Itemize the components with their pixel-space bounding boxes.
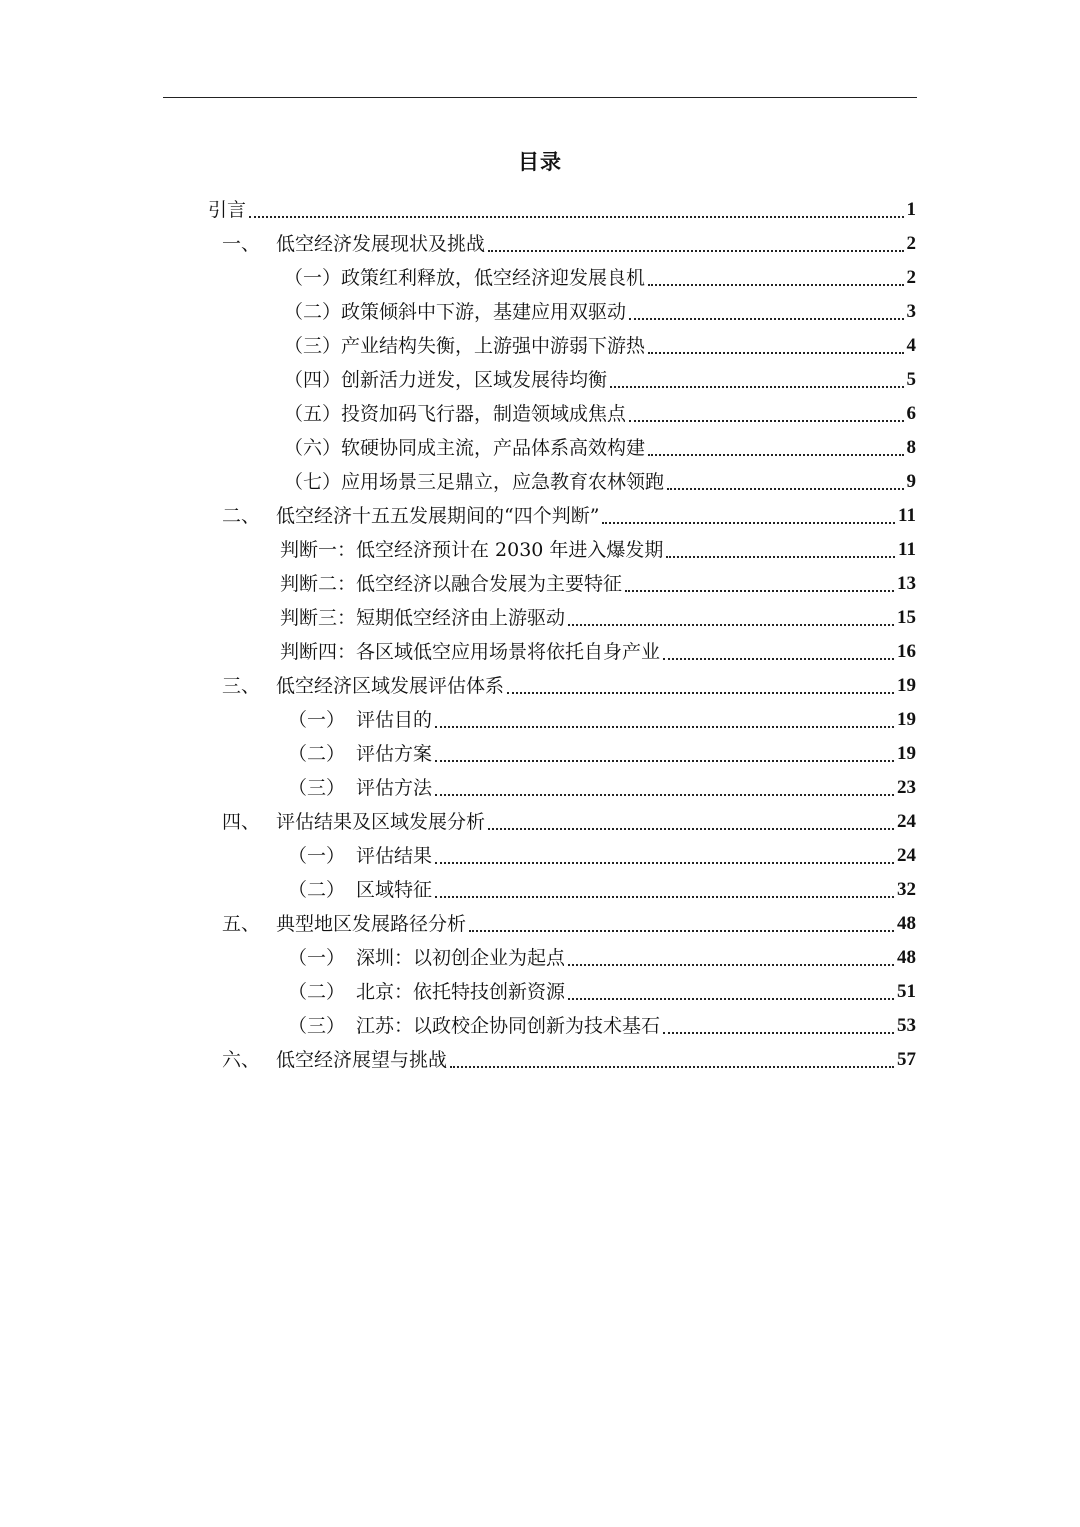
toc-entry-1-7[interactable] [284, 460, 916, 494]
toc-entry-5-1[interactable] [288, 936, 916, 970]
toc-entry-5-2[interactable] [288, 970, 916, 1004]
toc-page-number: 24 [897, 811, 916, 832]
toc-entry-number: （三） [288, 777, 346, 799]
dot-leader [469, 924, 894, 932]
dot-leader [488, 244, 903, 252]
toc-page-number: 1 [906, 199, 916, 220]
toc-entry-text: 低空经济发展现状及挑战 [276, 233, 486, 255]
dot-leader [435, 788, 894, 796]
toc-page-number: 2 [906, 233, 916, 254]
toc-page-number: 3 [906, 301, 916, 322]
toc-entry-number: （三） [288, 1015, 346, 1037]
toc-entry-2-1[interactable] [280, 528, 916, 562]
toc-entry-number: （一） [288, 845, 346, 867]
dot-leader [663, 652, 894, 660]
dot-leader [625, 584, 894, 592]
toc-entry-number: 五、 [222, 913, 261, 935]
toc-page-number: 48 [897, 947, 916, 968]
dot-leader [507, 686, 894, 694]
toc-page-number: 8 [906, 437, 916, 458]
toc-entry-3-3[interactable] [288, 766, 916, 800]
toc-entry-chapter-6[interactable] [222, 1038, 916, 1072]
dot-leader [568, 618, 894, 626]
toc-page-number: 48 [897, 913, 916, 934]
dot-leader [249, 210, 903, 218]
toc-entry-number: （一） [288, 947, 346, 969]
toc-page-number: 9 [906, 471, 916, 492]
toc-entry-number: （二） [288, 743, 346, 765]
toc-entry-text: （二）政策倾斜中下游，基建应用双驱动 [284, 301, 627, 323]
toc-entry-number: 一、 [222, 233, 261, 255]
toc-entry-3-2[interactable] [288, 732, 916, 766]
dot-leader [568, 992, 894, 1000]
toc-entry-chapter-2[interactable] [222, 494, 916, 528]
toc-page-number: 19 [897, 709, 916, 730]
toc-entry-text: 深圳：以初创企业为起点 [356, 947, 566, 969]
toc-entry-4-1[interactable] [288, 834, 916, 868]
toc-entry-text: 评估方法 [356, 777, 433, 799]
dot-leader [610, 380, 903, 388]
toc-entry-chapter-4[interactable] [222, 800, 916, 834]
toc-entry-4-2[interactable] [288, 868, 916, 902]
dot-leader [488, 822, 894, 830]
toc-entry-2-2[interactable] [280, 562, 916, 596]
toc-entry-text: 典型地区发展路径分析 [276, 913, 467, 935]
toc-entry-text: （一）政策红利释放，低空经济迎发展良机 [284, 267, 646, 289]
toc-entry-text: 评估结果 [356, 845, 433, 867]
toc-page-number: 23 [897, 777, 916, 798]
toc-entry-text: 江苏：以政校企协同创新为技术基石 [356, 1015, 661, 1037]
toc-entry-text: （六）软硬协同成主流，产品体系高效构建 [284, 437, 646, 459]
toc-entry-1-2[interactable] [284, 290, 916, 324]
dot-leader [648, 278, 903, 286]
toc-entry-1-1[interactable] [284, 256, 916, 290]
toc-page-number: 19 [897, 743, 916, 764]
toc-page-number: 19 [897, 675, 916, 696]
toc-entry-text: 判断四：各区域低空应用场景将依托自身产业 [280, 641, 661, 663]
toc-page-number: 6 [906, 403, 916, 424]
dot-leader [648, 346, 903, 354]
dot-leader [450, 1060, 894, 1068]
toc-entry-text: 引言 [208, 199, 247, 221]
toc-entry-text: （七）应用场景三足鼎立，应急教育农林领跑 [284, 471, 665, 493]
toc-page-number: 24 [897, 845, 916, 866]
toc-page-number: 11 [898, 539, 916, 560]
toc-entry-text: 低空经济展望与挑战 [276, 1049, 448, 1071]
toc-page-number: 4 [906, 335, 916, 356]
toc-page-number: 5 [906, 369, 916, 390]
toc-page-number: 2 [906, 267, 916, 288]
dot-leader [666, 550, 895, 558]
dot-leader [568, 958, 894, 966]
toc-entry-text: 低空经济十五五发展期间的“四个判断” [276, 505, 600, 527]
toc-entry-number: 二、 [222, 505, 261, 527]
toc-entry-text: （四）创新活力迸发，区域发展待均衡 [284, 369, 608, 391]
dot-leader [602, 516, 895, 524]
toc-page-number: 32 [897, 879, 916, 900]
toc-entry-text: 评估结果及区域发展分析 [276, 811, 486, 833]
toc-entry-number: 三、 [222, 675, 261, 697]
toc-entry-chapter-3[interactable] [222, 664, 916, 698]
dot-leader [629, 312, 903, 320]
toc-entry-intro[interactable] [208, 188, 916, 222]
toc-entry-number: 六、 [222, 1049, 261, 1071]
toc-entry-chapter-1[interactable] [222, 222, 916, 256]
toc-entry-text: 低空经济区域发展评估体系 [276, 675, 505, 697]
dot-leader [629, 414, 903, 422]
toc-entry-number: （二） [288, 879, 346, 901]
toc-entry-text: 区域特征 [356, 879, 433, 901]
dot-leader [435, 890, 894, 898]
toc-entry-text: 判断二：低空经济以融合发展为主要特征 [280, 573, 623, 595]
toc-entry-text: 判断一：低空经济预计在 2030 年进入爆发期 [280, 539, 664, 561]
toc-page-number: 15 [897, 607, 916, 628]
toc-entry-text: （三）产业结构失衡，上游强中游弱下游热 [284, 335, 646, 357]
toc-entry-text: 北京：依托特技创新资源 [356, 981, 566, 1003]
toc-entry-number: （二） [288, 981, 346, 1003]
toc-entry-1-5[interactable] [284, 392, 916, 426]
toc-page-number: 13 [897, 573, 916, 594]
toc-entry-number: （一） [288, 709, 346, 731]
dot-leader [435, 754, 894, 762]
dot-leader [435, 720, 894, 728]
toc-entry-3-1[interactable] [288, 698, 916, 732]
toc-entry-5-3[interactable] [288, 1004, 916, 1038]
toc-entry-text: 评估目的 [356, 709, 433, 731]
toc-page-number: 16 [897, 641, 916, 662]
toc-entry-1-6[interactable] [284, 426, 916, 460]
toc-entry-2-3[interactable] [280, 596, 916, 630]
toc-page-number: 53 [897, 1015, 916, 1036]
toc-entry-text: 评估方案 [356, 743, 433, 765]
toc-entry-2-4[interactable] [280, 630, 916, 664]
dot-leader [663, 1026, 894, 1034]
toc-page-number: 51 [897, 981, 916, 1002]
dot-leader [667, 482, 903, 490]
toc-entry-1-4[interactable] [284, 358, 916, 392]
toc-page-number: 11 [898, 505, 916, 526]
toc-entry-1-3[interactable] [284, 324, 916, 358]
toc-entry-chapter-5[interactable] [222, 902, 916, 936]
page-title: 目录 [518, 149, 562, 174]
toc-entry-number: 四、 [222, 811, 261, 833]
toc-entry-text: 判断三：短期低空经济由上游驱动 [280, 607, 566, 629]
dot-leader [648, 448, 903, 456]
header-rule [163, 97, 917, 98]
dot-leader [435, 856, 894, 864]
toc-entry-text: （五）投资加码飞行器，制造领域成焦点 [284, 403, 627, 425]
toc-page-number: 57 [897, 1049, 916, 1070]
